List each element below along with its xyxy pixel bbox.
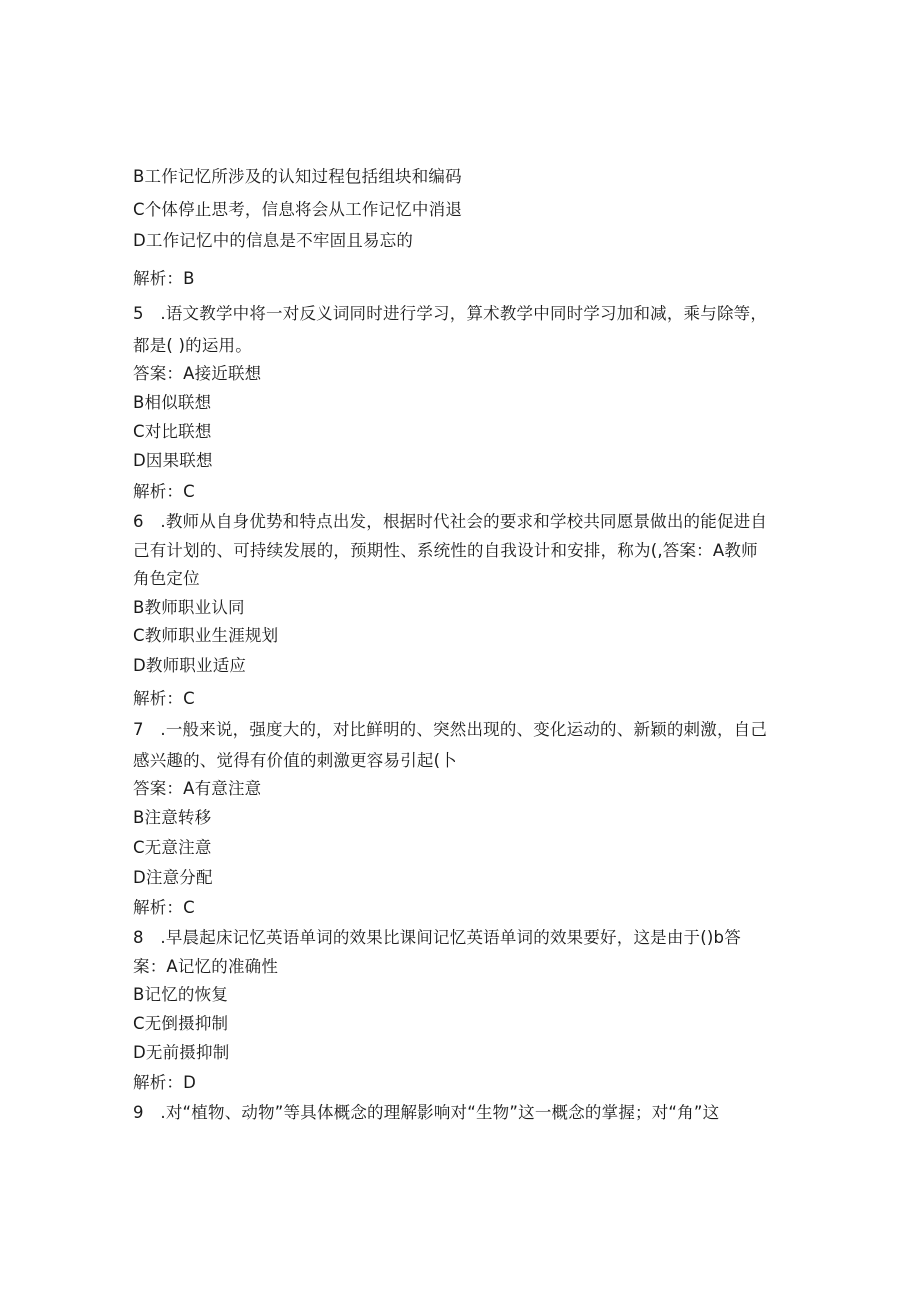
text-line: 案：A记忆的准确性 [133, 957, 279, 976]
text-line: D因果联想 [133, 451, 213, 470]
text-line: 答案：A接近联想 [133, 364, 262, 383]
text-line: 8 .早晨起床记忆英语单词的效果比课间记忆英语单词的效果要好，这是由于()b答 [133, 928, 741, 947]
text-line: D工作记忆中的信息是不牢固且易忘的 [133, 231, 414, 250]
text-line: D注意分配 [133, 868, 213, 887]
text-line: B相似联想 [133, 393, 212, 412]
text-line: C个体停止思考，信息将会从工作记忆中消退 [133, 200, 463, 219]
text-line: C对比联想 [133, 422, 212, 441]
text-line: C无意注意 [133, 838, 212, 857]
text-line: C无倒摄抑制 [133, 1014, 229, 1033]
text-line: 感兴趣的、觉得有价值的刺激更容易引起(卜 [133, 751, 457, 770]
text-line: C教师职业生涯规划 [133, 626, 279, 645]
text-line: 答案：A有意注意 [133, 779, 262, 798]
text-line: 解析：C [133, 689, 195, 708]
text-line: B教师职业认同 [133, 598, 245, 617]
text-line: 都是( )的运用。 [133, 336, 252, 355]
text-line: 解析：D [133, 1073, 197, 1092]
text-line: 解析：C [133, 898, 195, 917]
text-line: B记忆的恢复 [133, 985, 229, 1004]
text-line: 角色定位 [133, 569, 200, 588]
text-line: D教师职业适应 [133, 656, 247, 675]
text-line: 5 .语文教学中将一对反义词同时进行学习，算术教学中同时学习加和减，乘与除等， [133, 304, 768, 323]
text-line: 解析：C [133, 482, 195, 501]
text-line: 6 .教师从自身优势和特点出发，根据时代社会的要求和学校共同愿景做出的能促进自 [133, 512, 768, 531]
text-line: 7 .一般来说，强度大的，对比鲜明的、突然出现的、变化运动的、新颖的刺激，自己 [133, 720, 768, 739]
text-line: B注意转移 [133, 808, 212, 827]
text-line: 9 .对“植物、动物”等具体概念的理解影响对“生物”这一概念的掌握；对“角”这 [133, 1103, 720, 1122]
text-line: 解析：B [133, 269, 195, 288]
text-line: B工作记忆所涉及的认知过程包括组块和编码 [133, 167, 462, 186]
text-line: 己有计划的、可持续发展的，预期性、系统性的自我设计和安排，称为(,答案：A教师 [133, 541, 758, 560]
text-line: D无前摄抑制 [133, 1043, 230, 1062]
